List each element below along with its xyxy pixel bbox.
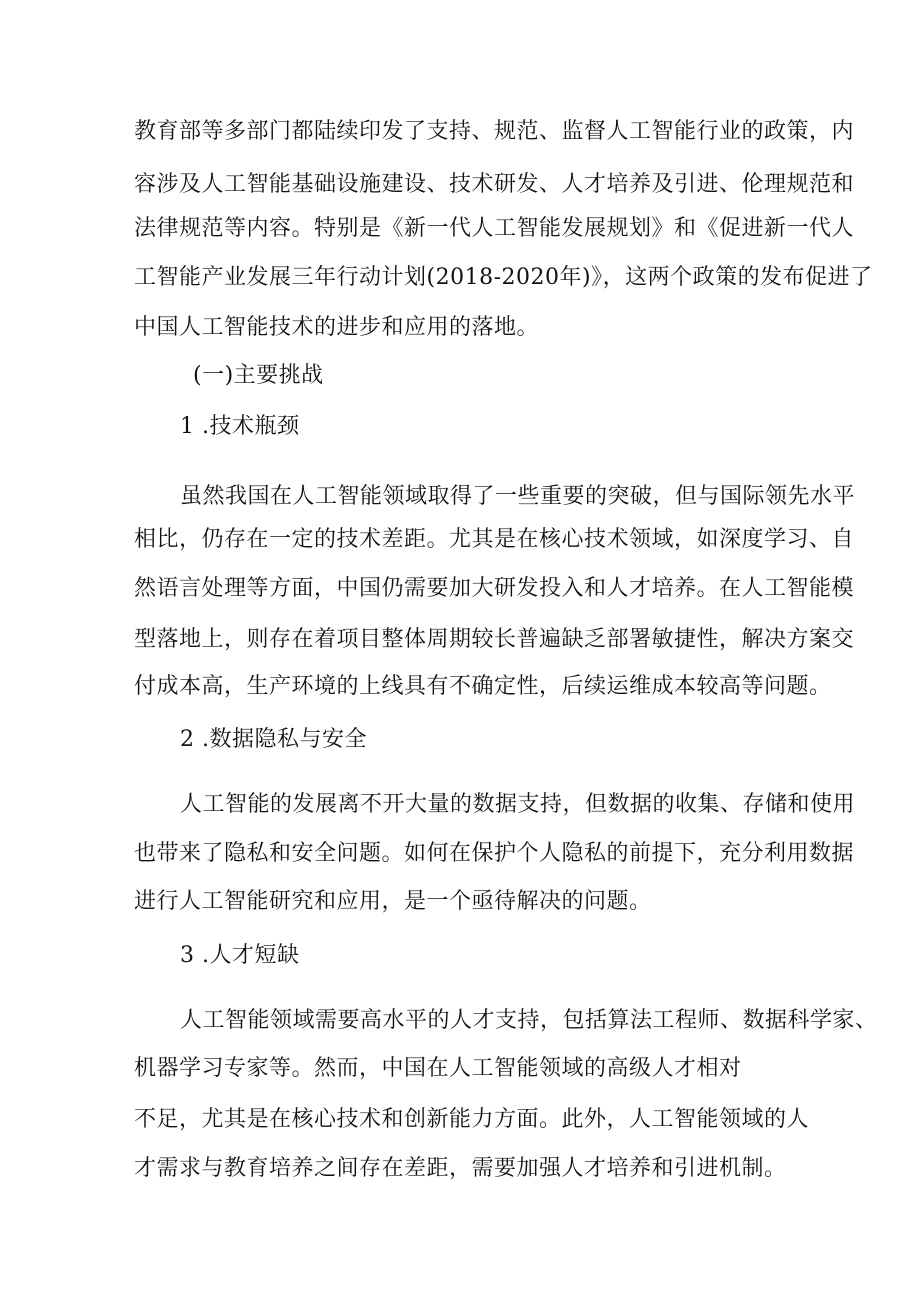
body-text-line: 机器学习专家等。然而，中国在人工智能领域的高级人才相对 — [134, 1056, 742, 1081]
body-text-line: 工智能产业发展三年行动计划(2018-2020年)》，这两个政策的发布促进了 — [134, 265, 873, 290]
body-text-line: 相比，仍存在一定的技术差距。尤其是在核心技术领域，如深度学习、自 — [134, 527, 855, 552]
body-text-line: 进行人工智能研究和应用，是一个亟待解决的问题。 — [134, 889, 652, 914]
body-text-line: 容涉及人工智能基础设施建设、技术研发、人才培养及引进、伦理规范和 — [134, 172, 855, 197]
body-text-line: 型落地上，则存在着项目整体周期较长普遍缺乏部署敏捷性，解决方案交 — [134, 627, 855, 652]
body-text-line: 才需求与教育培养之间存在差距，需要加强人才培养和引进机制。 — [134, 1156, 787, 1181]
item-heading: 2 .数据隐私与安全 — [180, 727, 367, 752]
body-text-line: 人工智能领域需要高水平的人才支持，包括算法工程师、数据科学家、 — [180, 1008, 878, 1033]
body-text-line: 付成本高，生产环境的上线具有不确定性，后续运维成本较高等问题。 — [134, 674, 832, 699]
section-heading: (一)主要挑战 — [193, 363, 324, 388]
body-text-line: 虽然我国在人工智能领域取得了一些重要的突破，但与国际领先水平 — [180, 484, 856, 509]
item-heading: 1 .技术瓶颈 — [180, 414, 300, 439]
body-text-line: 不足，尤其是在核心技术和创新能力方面。此外，人工智能领域的人 — [134, 1107, 810, 1132]
body-text-line: 然语言处理等方面，中国仍需要加大研发投入和人才培养。在人工智能模 — [134, 576, 855, 601]
body-text-line: 教育部等多部门都陆续印发了支持、规范、监督人工智能行业的政策，内 — [134, 119, 855, 144]
body-text-line: 也带来了隐私和安全问题。如何在保护个人隐私的前提下，充分利用数据 — [134, 841, 855, 866]
item-heading: 3 .人才短缺 — [180, 943, 300, 968]
body-text-line: 人工智能的发展离不开大量的数据支持，但数据的收集、存储和使用 — [180, 792, 856, 817]
body-text-line: 中国人工智能技术的进步和应用的落地。 — [134, 315, 540, 340]
body-text-line: 法律规范等内容。特别是《新一代人工智能发展规划》和《促进新一代人 — [134, 216, 855, 241]
